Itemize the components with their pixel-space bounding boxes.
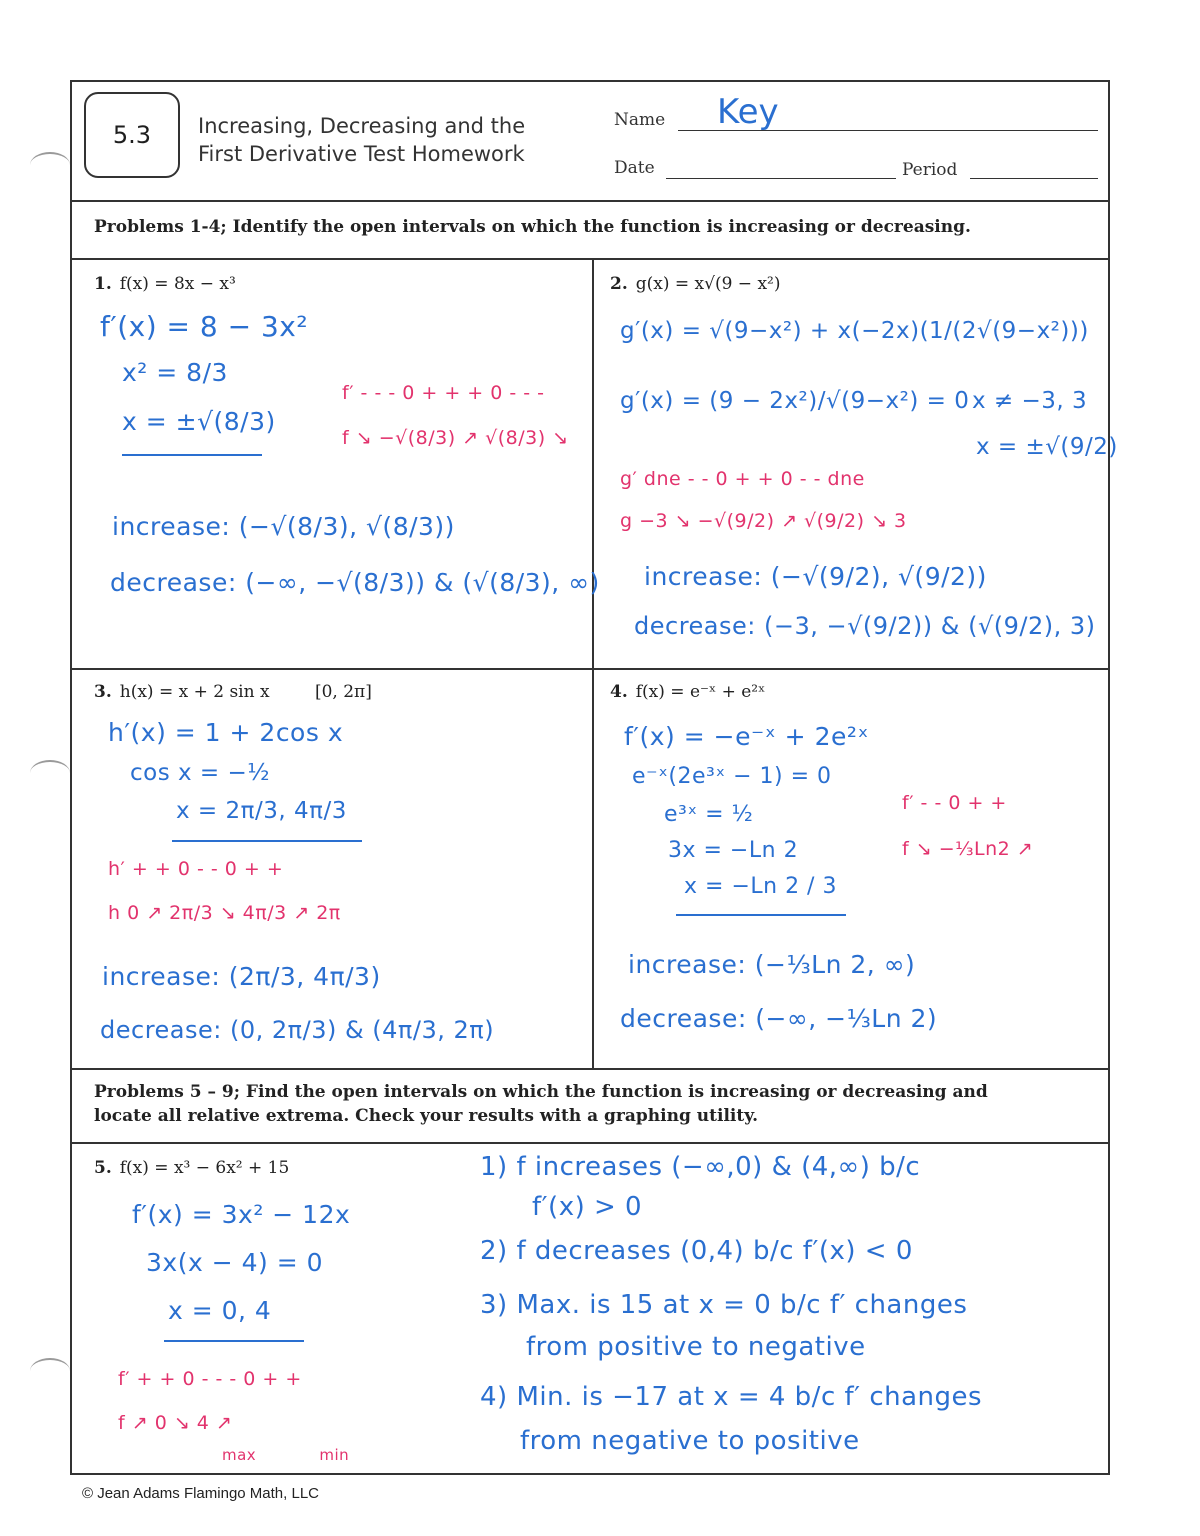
p5-sign-f: f ↗ 0 ↘ 4 ↗ — [118, 1412, 233, 1434]
p1-sign-f: f ↘ −√(8/3) ↗ √(8/3) ↘ — [342, 427, 569, 449]
p4-work-3: e³ˣ = ½ — [664, 802, 754, 827]
p5-work-1: f′(x) = 3x² − 12x — [132, 1200, 351, 1229]
p4-decrease: decrease: (−∞, −⅓Ln 2) — [620, 1004, 938, 1033]
p5-note-4b: from negative to positive — [520, 1426, 860, 1456]
problem-1-statement: 1. f(x) = 8x − x³ — [94, 274, 236, 294]
p2-work-1: g′(x) = √(9−x²) + x(−2x)(1/(2√(9−x²))) — [620, 318, 1089, 344]
p5-note-2: 2) f decreases (0,4) b/c f′(x) < 0 — [480, 1236, 913, 1266]
p4-work-1: f′(x) = −e⁻ˣ + 2e²ˣ — [624, 722, 869, 751]
problem-4-statement: 4. f(x) = e⁻ˣ + e²ˣ — [610, 682, 766, 702]
p5-note-4: 4) Min. is −17 at x = 4 b/c f′ changes — [480, 1382, 983, 1412]
binder-hole-2 — [30, 760, 70, 786]
divider-part1 — [72, 258, 1108, 260]
p5-note-1: 1) f increases (−∞,0) & (4,∞) b/c — [480, 1152, 921, 1182]
p1-increase: increase: (−√(8/3), √(8/3)) — [112, 512, 455, 541]
p4-answer-underline — [676, 914, 846, 916]
divider-part2-bottom — [72, 1142, 1108, 1144]
p4-work-4: 3x = −Ln 2 — [668, 838, 799, 863]
copyright: © Jean Adams Flamingo Math, LLC — [82, 1485, 319, 1502]
worksheet — [70, 80, 1118, 1475]
p3-decrease: decrease: (0, 2π/3) & (4π/3, 2π) — [100, 1016, 495, 1044]
p5-work-3: x = 0, 4 — [168, 1296, 272, 1325]
p2-work-2: g′(x) = (9 − 2x²)/√(9−x²) = 0 — [620, 388, 970, 414]
binder-hole-3 — [30, 1358, 70, 1384]
p5-work-2: 3x(x − 4) = 0 — [146, 1248, 323, 1277]
period-label: Period — [902, 160, 958, 180]
p1-work-1: f′(x) = 8 − 3x² — [100, 310, 309, 343]
p2-decrease: decrease: (−3, −√(9/2)) & (√(9/2), 3) — [634, 612, 1096, 640]
p1-work-3: x = ±√(8/3) — [122, 407, 276, 436]
p4-sign-f: f ↘ −⅓Ln2 ↗ — [902, 838, 1034, 860]
p5-sign-labels: max min — [222, 1446, 350, 1464]
p4-work-5: x = −Ln 2 / 3 — [684, 874, 837, 899]
problem-5-statement: 5. f(x) = x³ − 6x² + 15 — [94, 1158, 290, 1178]
p3-work-2: cos x = −½ — [130, 760, 271, 786]
grid-middle — [72, 668, 1108, 670]
p4-work-2: e⁻ˣ(2e³ˣ − 1) = 0 — [632, 764, 832, 789]
p4-increase: increase: (−⅓Ln 2, ∞) — [628, 950, 916, 979]
p2-increase: increase: (−√(9/2), √(9/2)) — [644, 562, 987, 591]
p2-sign-g: g −3 ↘ −√(9/2) ↗ √(9/2) ↘ 3 — [620, 510, 907, 532]
p3-sign-hprime: h′ + + 0 - - 0 + + — [108, 858, 284, 880]
grid-vertical — [592, 258, 594, 1068]
instructions-part2: Problems 5 – 9; Find the open intervals on which the function is increasing or decreasing and locate all relative extrema. Check your results with a graphing utility. — [94, 1082, 988, 1126]
divider-part2 — [72, 1068, 1108, 1070]
name-value: Key — [717, 92, 779, 132]
p3-sign-h: h 0 ↗ 2π/3 ↘ 4π/3 ↗ 2π — [108, 902, 341, 924]
p2-work-3: x ≠ −3, 3 — [972, 388, 1088, 414]
p3-increase: increase: (2π/3, 4π/3) — [102, 962, 381, 991]
p3-answer-underline — [172, 840, 362, 842]
p1-work-2: x² = 8/3 — [122, 358, 228, 387]
binder-hole-1 — [30, 152, 70, 178]
p1-answer-underline — [122, 454, 262, 456]
p5-note-3b: from positive to negative — [526, 1332, 866, 1362]
p1-decrease: decrease: (−∞, −√(8/3)) & (√(8/3), ∞) — [110, 568, 600, 597]
p5-answer-underline — [164, 1340, 304, 1342]
p2-sign-gprime: g′ dne - - 0 + + 0 - - dne — [620, 468, 865, 490]
date-line — [666, 178, 896, 179]
p4-sign-fprime: f′ - - 0 + + — [902, 792, 1007, 814]
p3-work-1: h′(x) = 1 + 2cos x — [108, 718, 344, 747]
problem-2-statement: 2. g(x) = x√(9 − x²) — [610, 274, 781, 294]
problem-3-statement: 3. h(x) = x + 2 sin x [0, 2π] — [94, 682, 372, 702]
p1-sign-fprime: f′ - - - 0 + + + 0 - - - — [342, 382, 545, 404]
instructions-part1: Problems 1-4; Identify the open intervals on which the function is increasing or decreasing. — [94, 217, 971, 237]
section-badge: 5.3 — [84, 92, 180, 178]
p5-note-1b: f′(x) > 0 — [532, 1192, 643, 1222]
p5-note-3: 3) Max. is 15 at x = 0 b/c f′ changes — [480, 1290, 968, 1320]
period-line — [970, 178, 1098, 179]
p5-sign-fprime: f′ + + 0 - - - 0 + + — [118, 1368, 302, 1390]
worksheet-title: Increasing, Decreasing and the First Derivative Test Homework — [198, 114, 526, 166]
name-label: Name — [614, 110, 666, 130]
p2-work-4: x = ±√(9/2) — [976, 434, 1118, 460]
date-label: Date — [614, 158, 655, 178]
p3-work-3: x = 2π/3, 4π/3 — [176, 798, 347, 824]
divider-header — [72, 200, 1108, 202]
